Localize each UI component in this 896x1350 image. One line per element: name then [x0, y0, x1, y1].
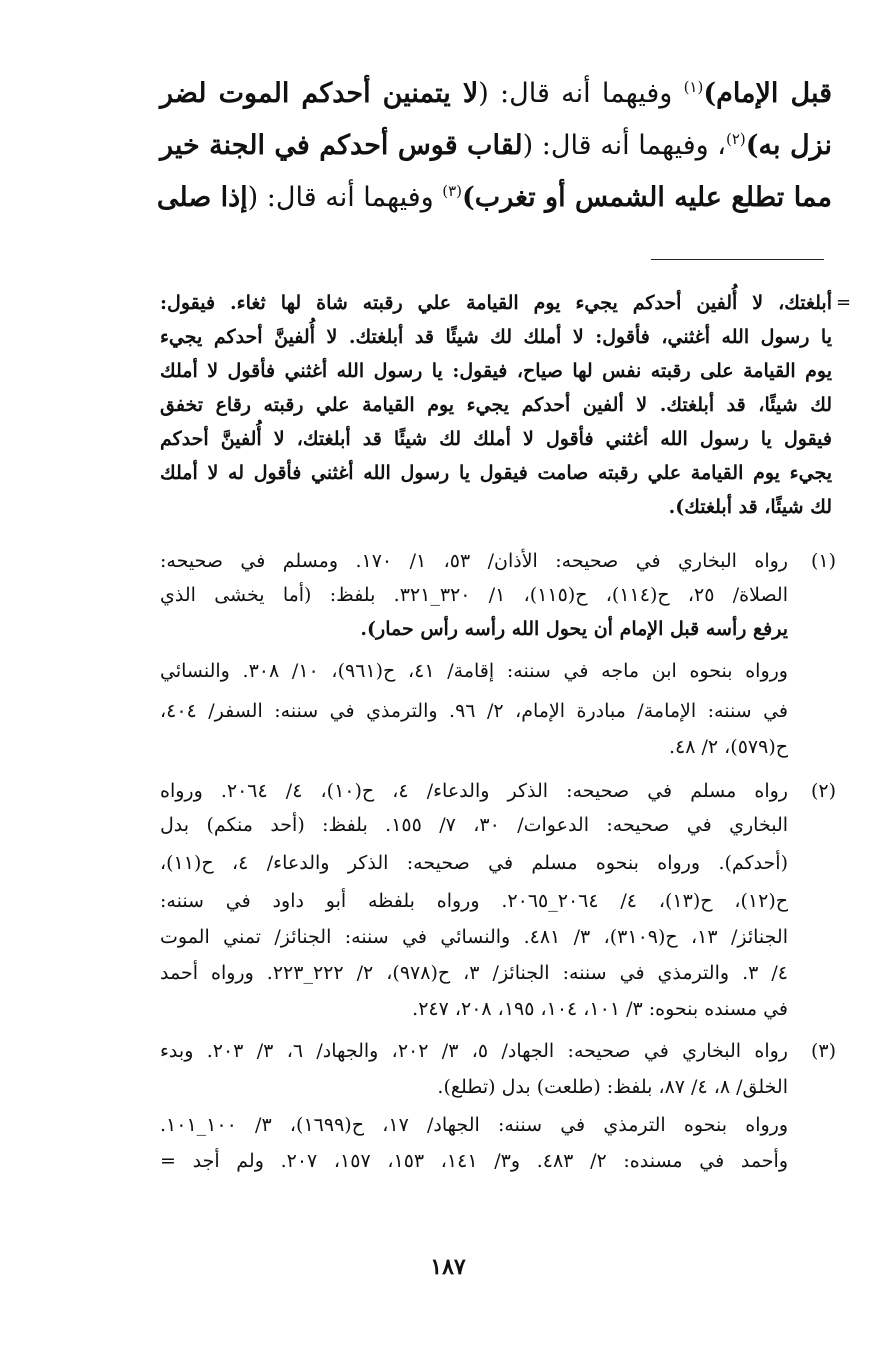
hadith-quote: إذا صلى [156, 182, 248, 213]
main-text-line-2 [160, 130, 832, 161]
main-text-line-1 [160, 78, 832, 109]
footnote-2-line: الجنائز/ ١٣، ح(٣١٠٩)، ٣/ ٤٨١. والنسائي في سننه: الجنائز/ تمني الموت [160, 926, 788, 948]
continued-footnote-line: فيقول يا رسول الله أغثني فأقول لا أملك لك شيئًا قد أبلغتك، لا أُلفينَّ أحدكم [160, 428, 832, 450]
footnote-1-line: في سننه: الإمامة/ مبادرة الإمام، ٢/ ٩٦. والترمذي في سننه: السفر/ ٤٠٤، [160, 700, 788, 722]
footnote-ref-1: (١) [683, 78, 704, 96]
footnote-number: (١) [810, 550, 836, 572]
footnote-3-line: رواه البخاري في صحيحه: الجهاد/ ٥، ٣/ ٢٠٢، والجهاد/ ٦، ٣/ ٢٠٣. وبدء [160, 1040, 788, 1062]
footnote-number: (٢) [810, 780, 836, 802]
footnote-1-line: رواه البخاري في صحيحه: الأذان/ ٥٣، ١/ ١٧٠. ومسلم في صحيحه: [160, 550, 788, 572]
continued-footnote-line: أبلغتك، لا أُلفين أحدكم يجيء يوم القيامة علي رقبته شاة لها ثغاء. فيقول: [160, 292, 832, 314]
footnote-2-line: (أحدكم). ورواه بنحوه مسلم في صحيحه: الذكر والدعاء/ ٤، ح(١١)، [160, 852, 788, 874]
footnote-3-line: الخلق/ ٨، ٤/ ٨٧، بلفظ: (طلعت) بدل (تطلع). [437, 1076, 788, 1098]
footnote-3-line: ورواه بنحوه الترمذي في سننه: الجهاد/ ١٧، ح(١٦٩٩)، ٣/ ١٠٠_١٠١. [160, 1114, 788, 1136]
footnote-number: (٣) [810, 1040, 836, 1062]
continued-footnote-line: يجيء يوم القيامة علي رقبته صامت فيقول يا رسول الله أغثني فأقول له لا أملك [160, 462, 832, 484]
footnote-1-line: ح(٥٧٩)، ٢/ ٤٨. [668, 736, 788, 758]
continued-footnote-line: يوم القيامة على رقبته نفس لها صياح، فيقول: يا رسول الله أغثني فأقول لا أملك [160, 360, 832, 382]
footnote-2-line: في مسنده بنحوه: ٣/ ١٠١، ١٠٤، ١٩٥، ٢٠٨، ٢٤٧. [412, 998, 788, 1020]
footnote-2-line: البخاري في صحيحه: الدعوات/ ٣٠، ٧/ ١٥٥. بلفظ: (أحد منكم) بدل [160, 814, 789, 836]
footnote-3-line: وأحمد في مسنده: ٢/ ٤٨٣. و٣/ ١٤١، ١٥٣، ١٥٧، ٢٠٧. ولم أجد = [160, 1150, 789, 1172]
continued-footnote-line: يا رسول الله أغثني، فأقول: لا أملك لك شيئًا قد أبلغتك. لا أُلفينَّ أحدكم يجيء [160, 326, 832, 348]
continued-footnote-line: لك شيئًا، قد أبلغتك. لا ألفين أحدكم يجيء يوم القيامة علي رقبته رقاع تخفق [160, 394, 832, 416]
main-text-fragment: قبل الإمام) [703, 78, 833, 109]
continued-footnote-line: لك شيئًا، قد أبلغتك). [668, 496, 832, 518]
footnote-2-line: رواه مسلم في صحيحه: الذكر والدعاء/ ٤، ح(١٠)، ٤/ ٢٠٦٤. ورواه [160, 780, 788, 802]
footnote-ref-2: (٢) [726, 130, 746, 148]
continuation-mark: = [836, 292, 852, 313]
footnote-ref-3: (٣) [442, 182, 463, 200]
main-text-fragment: مما تطلع عليه الشمس أو تغرب) [462, 182, 832, 213]
footnote-1-line: يرفع رأسه قبل الإمام أن يحول الله رأسه رأس حمار). [360, 618, 788, 640]
footnote-separator [651, 259, 824, 260]
main-text-line-3 [156, 182, 832, 213]
hadith-quote: لا يتمنين أحدكم الموت لضر [160, 78, 479, 109]
main-text-fragment: ، وفيهما أنه قال: ( [522, 130, 726, 161]
footnote-2-line: ٤/ ٣. والترمذي في سننه: الجنائز/ ٣، ح(٩٧٨)، ٢/ ٢٢٢_٢٢٣. ورواه أحمد [160, 962, 788, 984]
hadith-quote: لقاب قوس أحدكم في الجنة خير [160, 130, 523, 161]
page-number: ١٨٧ [430, 1254, 466, 1280]
main-text-fragment: نزل به) [745, 130, 833, 161]
footnote-2-line: ح(١٢)، ح(١٣)، ٤/ ٢٠٦٤_٢٠٦٥. ورواه بلفظه أبو داود في سننه: [160, 890, 788, 912]
footnote-1-line: ورواه بنحوه ابن ماجه في سننه: إقامة/ ٤١، ح(٩٦١)، ١٠/ ٣٠٨. والنسائي [160, 660, 788, 682]
main-text-fragment: وفيهما أنه قال: ( [478, 78, 684, 109]
footnote-1-line: الصلاة/ ٢٥، ح(١١٤)، ح(١١٥)، ١/ ٣٢٠_٣٢١. بلفظ: (أما يخشى الذي [160, 584, 788, 606]
main-text-fragment: وفيهما أنه قال: ( [247, 182, 443, 213]
